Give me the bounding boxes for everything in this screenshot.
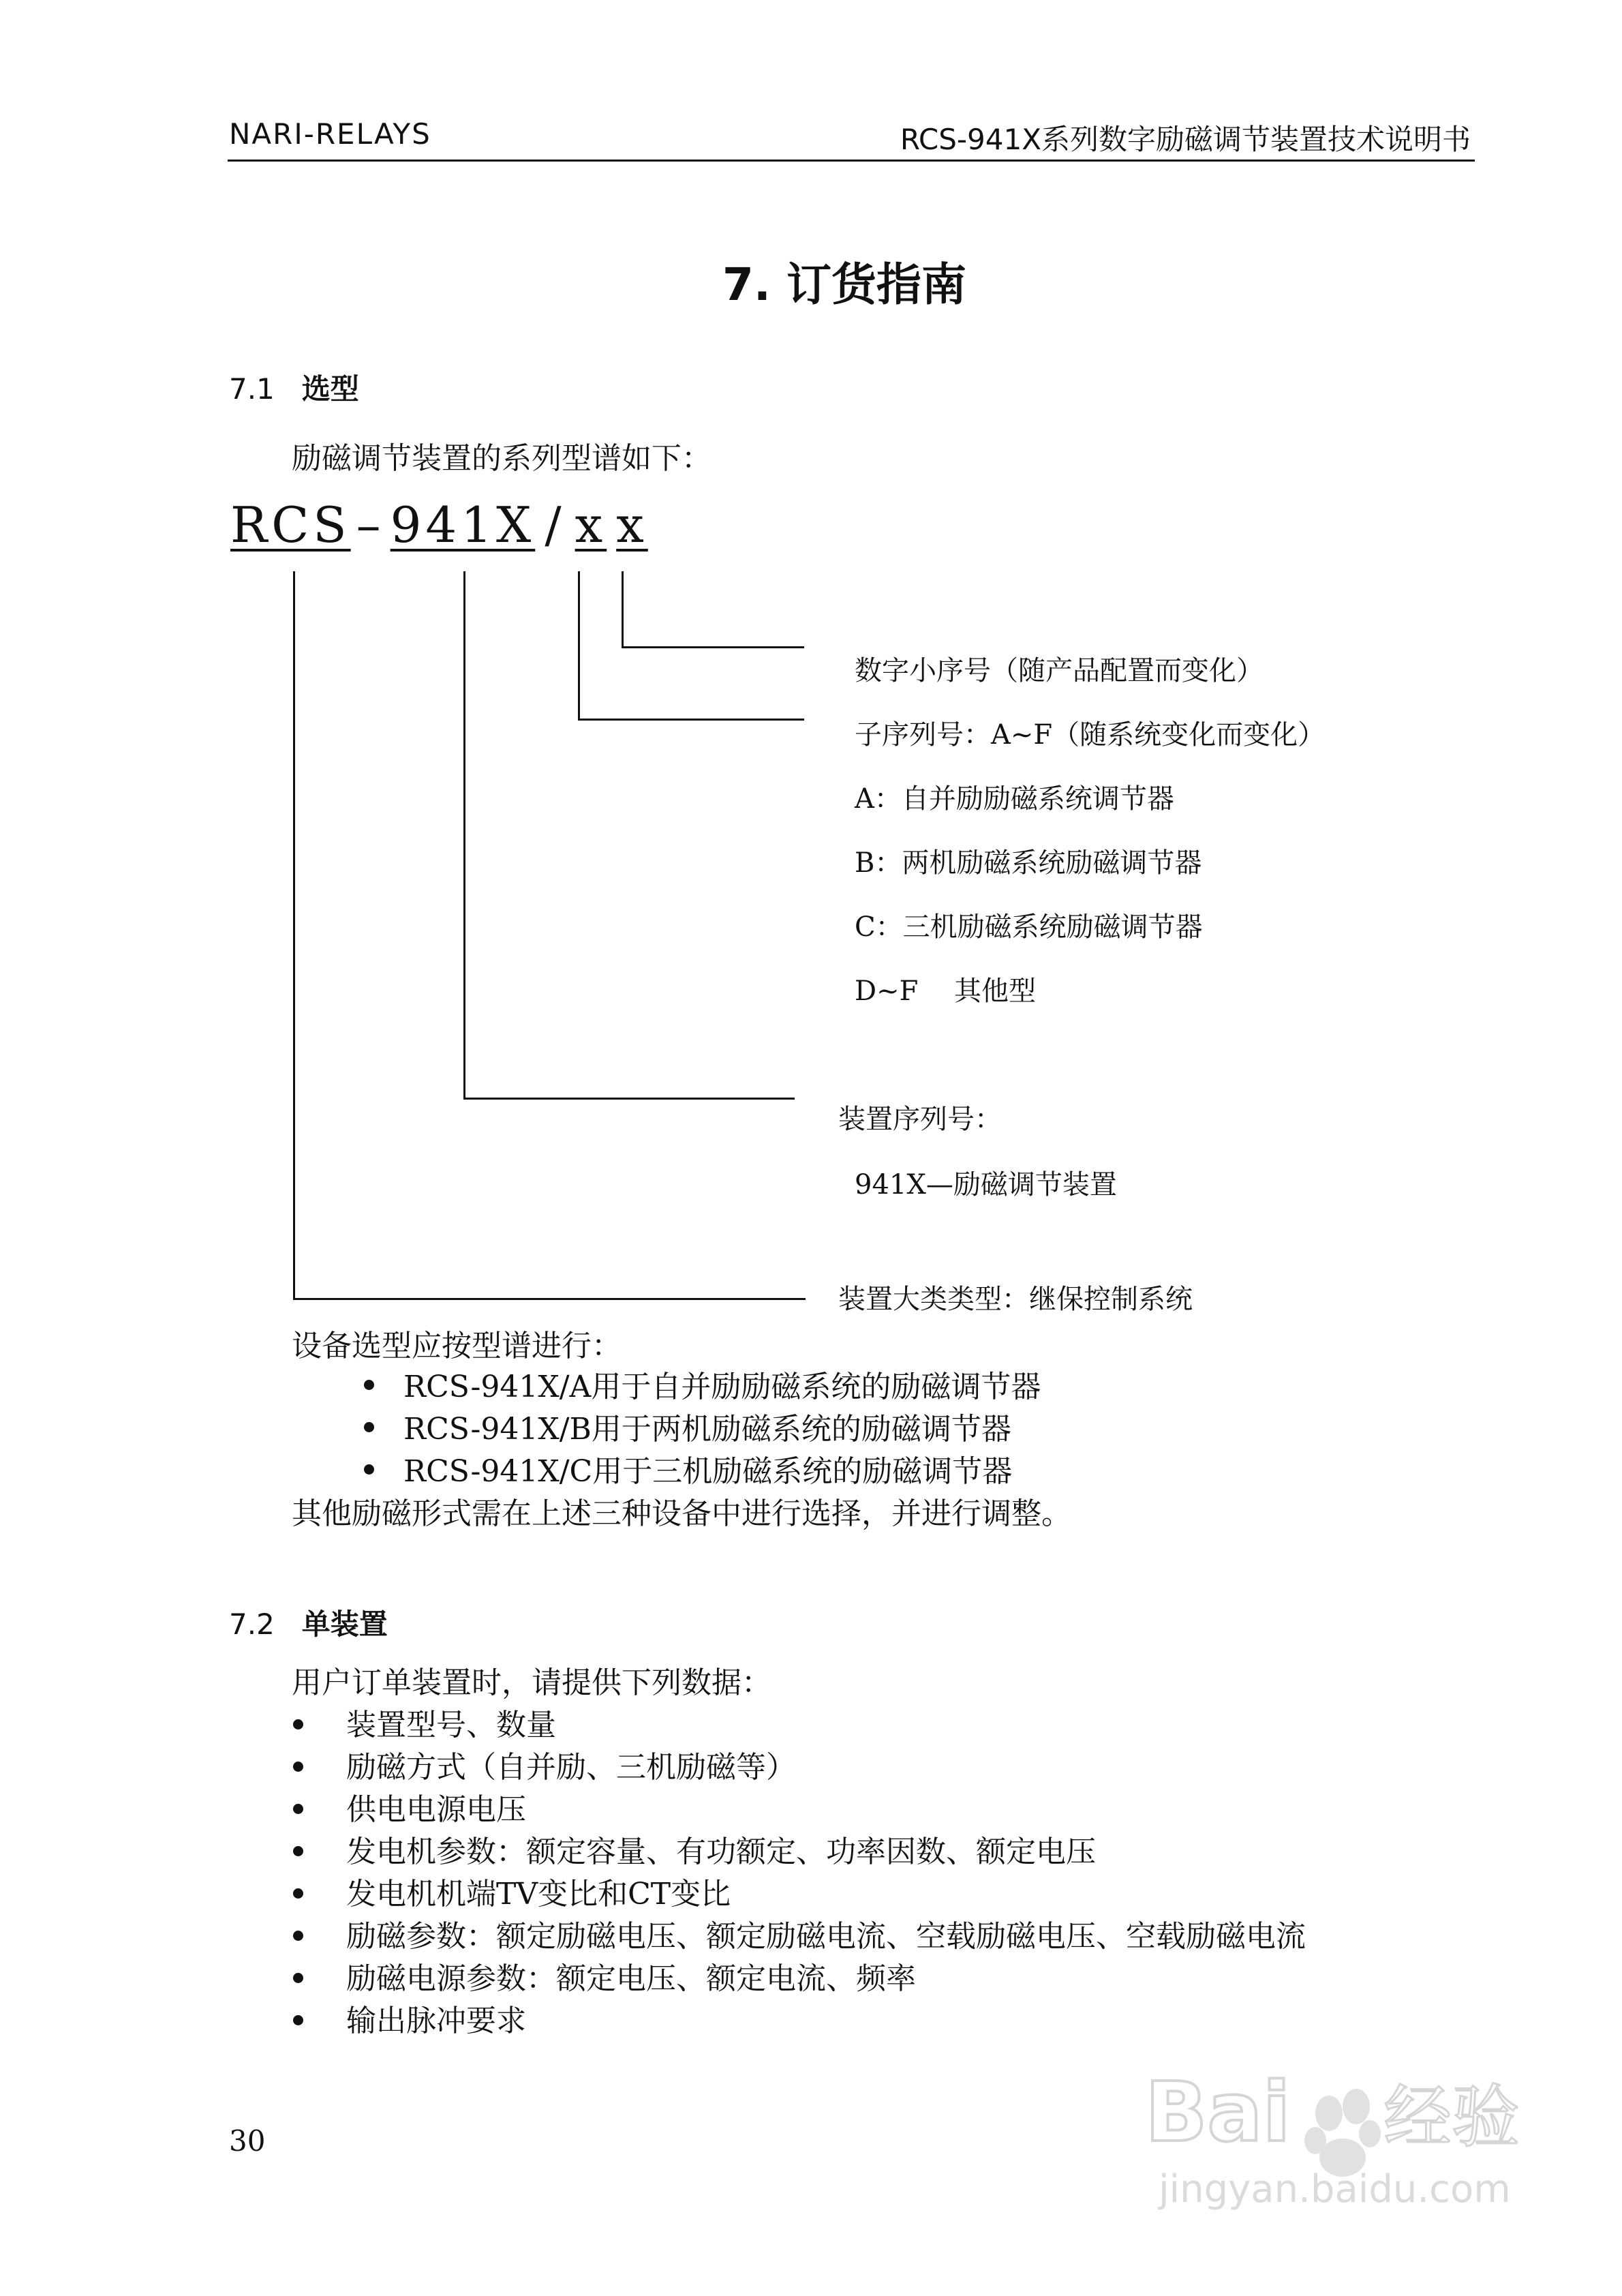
bullet [293, 1719, 303, 1729]
model-part-x1: x [575, 496, 607, 554]
svg-text:Bai: Bai [1145, 2066, 1291, 2160]
label-digit-seq: 数字小序号（随产品配置而变化） [855, 655, 1264, 686]
header-doc-title: RCS-941X系列数字励磁调节装置技术说明书 [900, 123, 1471, 156]
section-72-heading [229, 1602, 388, 1643]
selection-item-c: RCS-941X/C用于三机励磁系统的励磁调节器 [403, 1454, 1013, 1489]
bullet [364, 1380, 374, 1390]
leader-class-vertical [293, 571, 295, 1299]
bullet [293, 1973, 303, 1983]
leader-digit-horizontal [622, 646, 804, 648]
header-company: NARI-RELAYS [229, 117, 431, 151]
model-code [230, 496, 648, 554]
bullet [293, 2015, 303, 2025]
order-item: 供电电源电压 [346, 1792, 526, 1827]
model-slash: / [545, 496, 566, 554]
header-divider [228, 160, 1475, 162]
chapter-title: 7. 订货指南 [722, 258, 966, 311]
bullet [293, 1804, 303, 1814]
order-item: 励磁参数：额定励磁电压、额定励磁电流、空载励磁电压、空载励磁电流 [346, 1919, 1306, 1954]
section-71-heading [229, 367, 359, 408]
section-72-title: 单装置 [301, 1607, 388, 1641]
baidu-paw-logo-icon [1145, 2066, 1527, 2222]
selection-outro: 其他励磁形式需在上述三种设备中进行选择，并进行调整。 [292, 1496, 1071, 1531]
bullet [293, 1931, 303, 1941]
bullet [293, 1846, 303, 1856]
leader-device-horizontal [463, 1098, 795, 1100]
model-part-rcs: RCS [230, 496, 351, 554]
model-part-x2: x [616, 496, 648, 554]
section-72-intro: 用户订单装置时，请提供下列数据： [292, 1665, 771, 1700]
label-option-df: D~F 其他型 [855, 976, 1037, 1007]
model-dash: – [356, 496, 385, 554]
leader-class-horizontal [293, 1298, 806, 1300]
order-item: 发电机机端TV变比和CT变比 [346, 1877, 731, 1912]
label-device-class: 装置大类类型：继保控制系统 [838, 1284, 1193, 1315]
selection-item-b: RCS-941X/B用于两机励磁系统的励磁调节器 [403, 1412, 1011, 1447]
leader-device-vertical [463, 571, 465, 1099]
leader-sub-horizontal [578, 719, 804, 721]
svg-text:jingyan.baidu.com: jingyan.baidu.com [1159, 2167, 1511, 2211]
bullet [364, 1464, 374, 1475]
bullet [293, 1888, 303, 1899]
svg-text:经验: 经验 [1383, 2077, 1520, 2157]
order-item: 发电机参数：额定容量、有功额定、功率因数、额定电压 [346, 1834, 1096, 1869]
order-item: 输出脉冲要求 [346, 2004, 526, 2038]
label-sub-seq: 子序列号：A~F（随系统变化而变化） [855, 719, 1326, 751]
bullet [364, 1422, 374, 1432]
leader-digit-vertical [622, 571, 624, 648]
selection-item-a: RCS-941X/A用于自并励励磁系统的励磁调节器 [403, 1370, 1041, 1404]
section-71-title: 选型 [301, 372, 359, 406]
section-71-intro: 励磁调节装置的系列型谱如下： [292, 441, 711, 476]
baidu-watermark [1145, 2066, 1527, 2225]
model-part-941x: 941X [390, 496, 536, 554]
section-71-number: 7.1 [229, 372, 275, 406]
leader-sub-vertical [578, 571, 580, 720]
label-option-c: C：三机励磁系统励磁调节器 [855, 911, 1203, 943]
selection-intro: 设备选型应按型谱进行： [292, 1329, 622, 1363]
order-item: 装置型号、数量 [346, 1708, 556, 1742]
bullet [293, 1762, 303, 1772]
order-item: 励磁电源参数：额定电压、额定电流、频率 [346, 1961, 916, 1996]
label-option-b: B：两机励磁系统励磁调节器 [855, 847, 1202, 879]
label-device-941x: 941X—励磁调节装置 [855, 1169, 1117, 1200]
label-option-a: A：自并励励磁系统调节器 [855, 783, 1174, 815]
order-item: 励磁方式（自并励、三机励磁等） [346, 1750, 796, 1785]
page-number: 30 [229, 2124, 266, 2158]
label-device-seq: 装置序列号： [838, 1104, 1002, 1135]
section-72-number: 7.2 [229, 1607, 275, 1641]
